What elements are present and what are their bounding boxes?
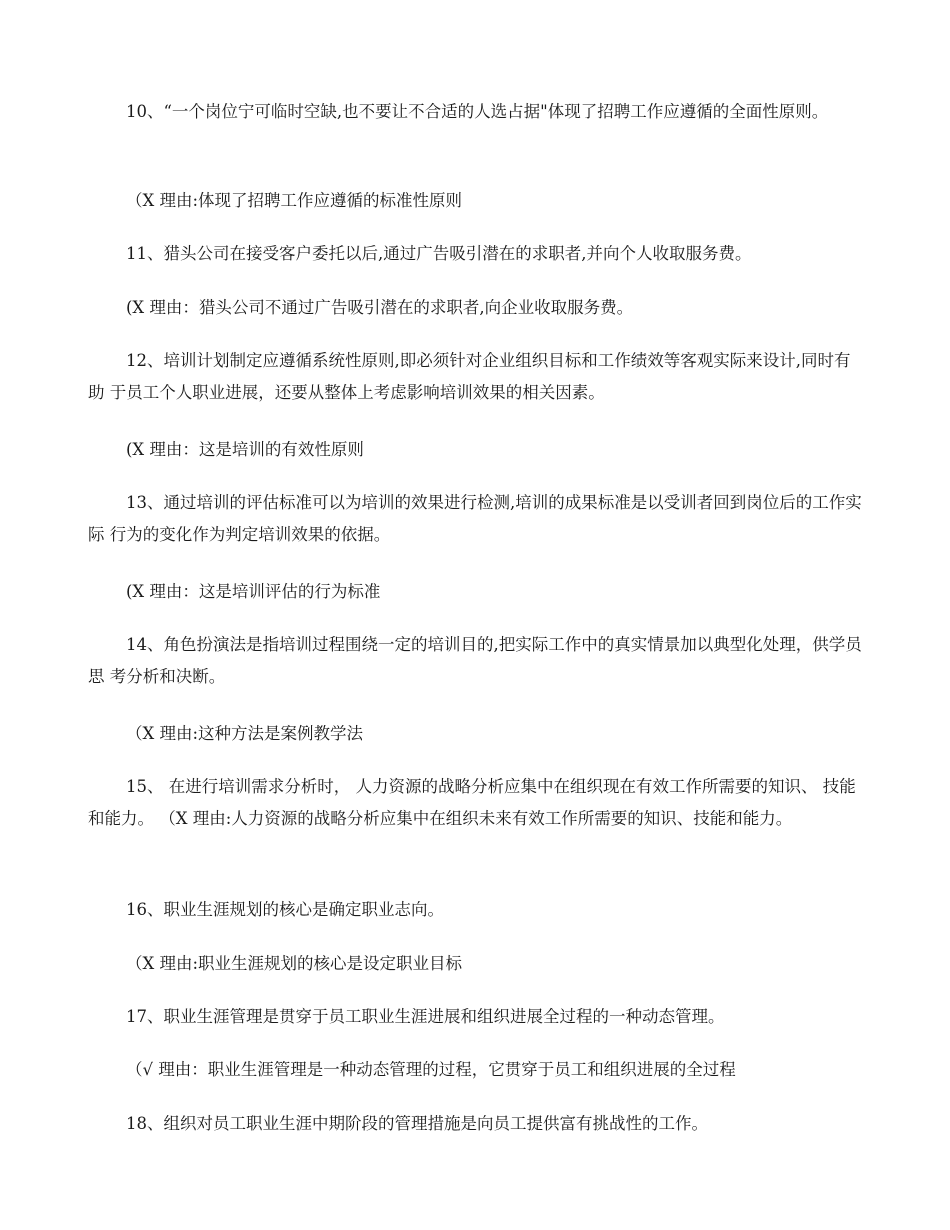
answer-11: (X 理由：猎头公司不通过广告吸引潜在的求职者,向企业收取服务费。 <box>126 298 634 317</box>
answer-17: （√ 理由：职业生涯管理是一种动态管理的过程，它贯穿于员工和组织进展的全过程 <box>126 1060 736 1079</box>
answer-14: （X 理由:这种方法是案例教学法 <box>126 724 364 743</box>
question-17: 17、职业生涯管理是贯穿于员工职业生涯进展和组织进展全过程的一种动态管理。 <box>126 1007 725 1026</box>
question-11: 11、猎头公司在接受客户委托以后,通过广告吸引潜在的求职者,并向个人收取服务费。 <box>126 244 752 263</box>
answer-13: (X 理由：这是培训评估的行为标准 <box>126 582 381 601</box>
question-16: 16、职业生涯规划的核心是确定职业志向。 <box>126 900 444 919</box>
question-13: 13、通过培训的评估标准可以为培训的效果进行检测,培训的成果标准是以受训者回到岗位后的工作实际 行为的变化作为判定培训效果的依据。 <box>88 493 862 544</box>
question-12: 12、培训计划制定应遵循系统性原则,即必须针对企业组织目标和工作绩效等客观实际来设计,同时有助 于员工个人职业进展，还要从整体上考虑影响培训效果的相关因素。 <box>88 351 851 402</box>
answer-10: （X 理由:体现了招聘工作应遵循的标准性原则 <box>126 191 463 210</box>
question-14: 14、角色扮演法是指培训过程围绕一定的培训目的,把实际工作中的真实情景加以典型化处理，供学员思 考分析和决断。 <box>88 635 862 686</box>
answer-16: （X 理由:职业生涯规划的核心是设定职业目标 <box>126 954 463 973</box>
answer-12: (X 理由：这是培训的有效性原则 <box>126 440 364 459</box>
question-10: 10、“一个岗位宁可临时空缺,也不要让不合适的人选占据"体现了招聘工作应遵循的全面性原则。 <box>126 102 829 121</box>
question-18: 18、组织对员工职业生涯中期阶段的管理措施是向员工提供富有挑战性的工作。 <box>126 1114 708 1133</box>
question-15: 15、 在进行培训需求分析时， 人力资源的战略分析应集中在组织现在有效工作所需要的知识、 技能和能力。 （X 理由:人力资源的战略分析应集中在组织未来有效工作所需要的知识、技能和能力。 <box>88 777 856 828</box>
